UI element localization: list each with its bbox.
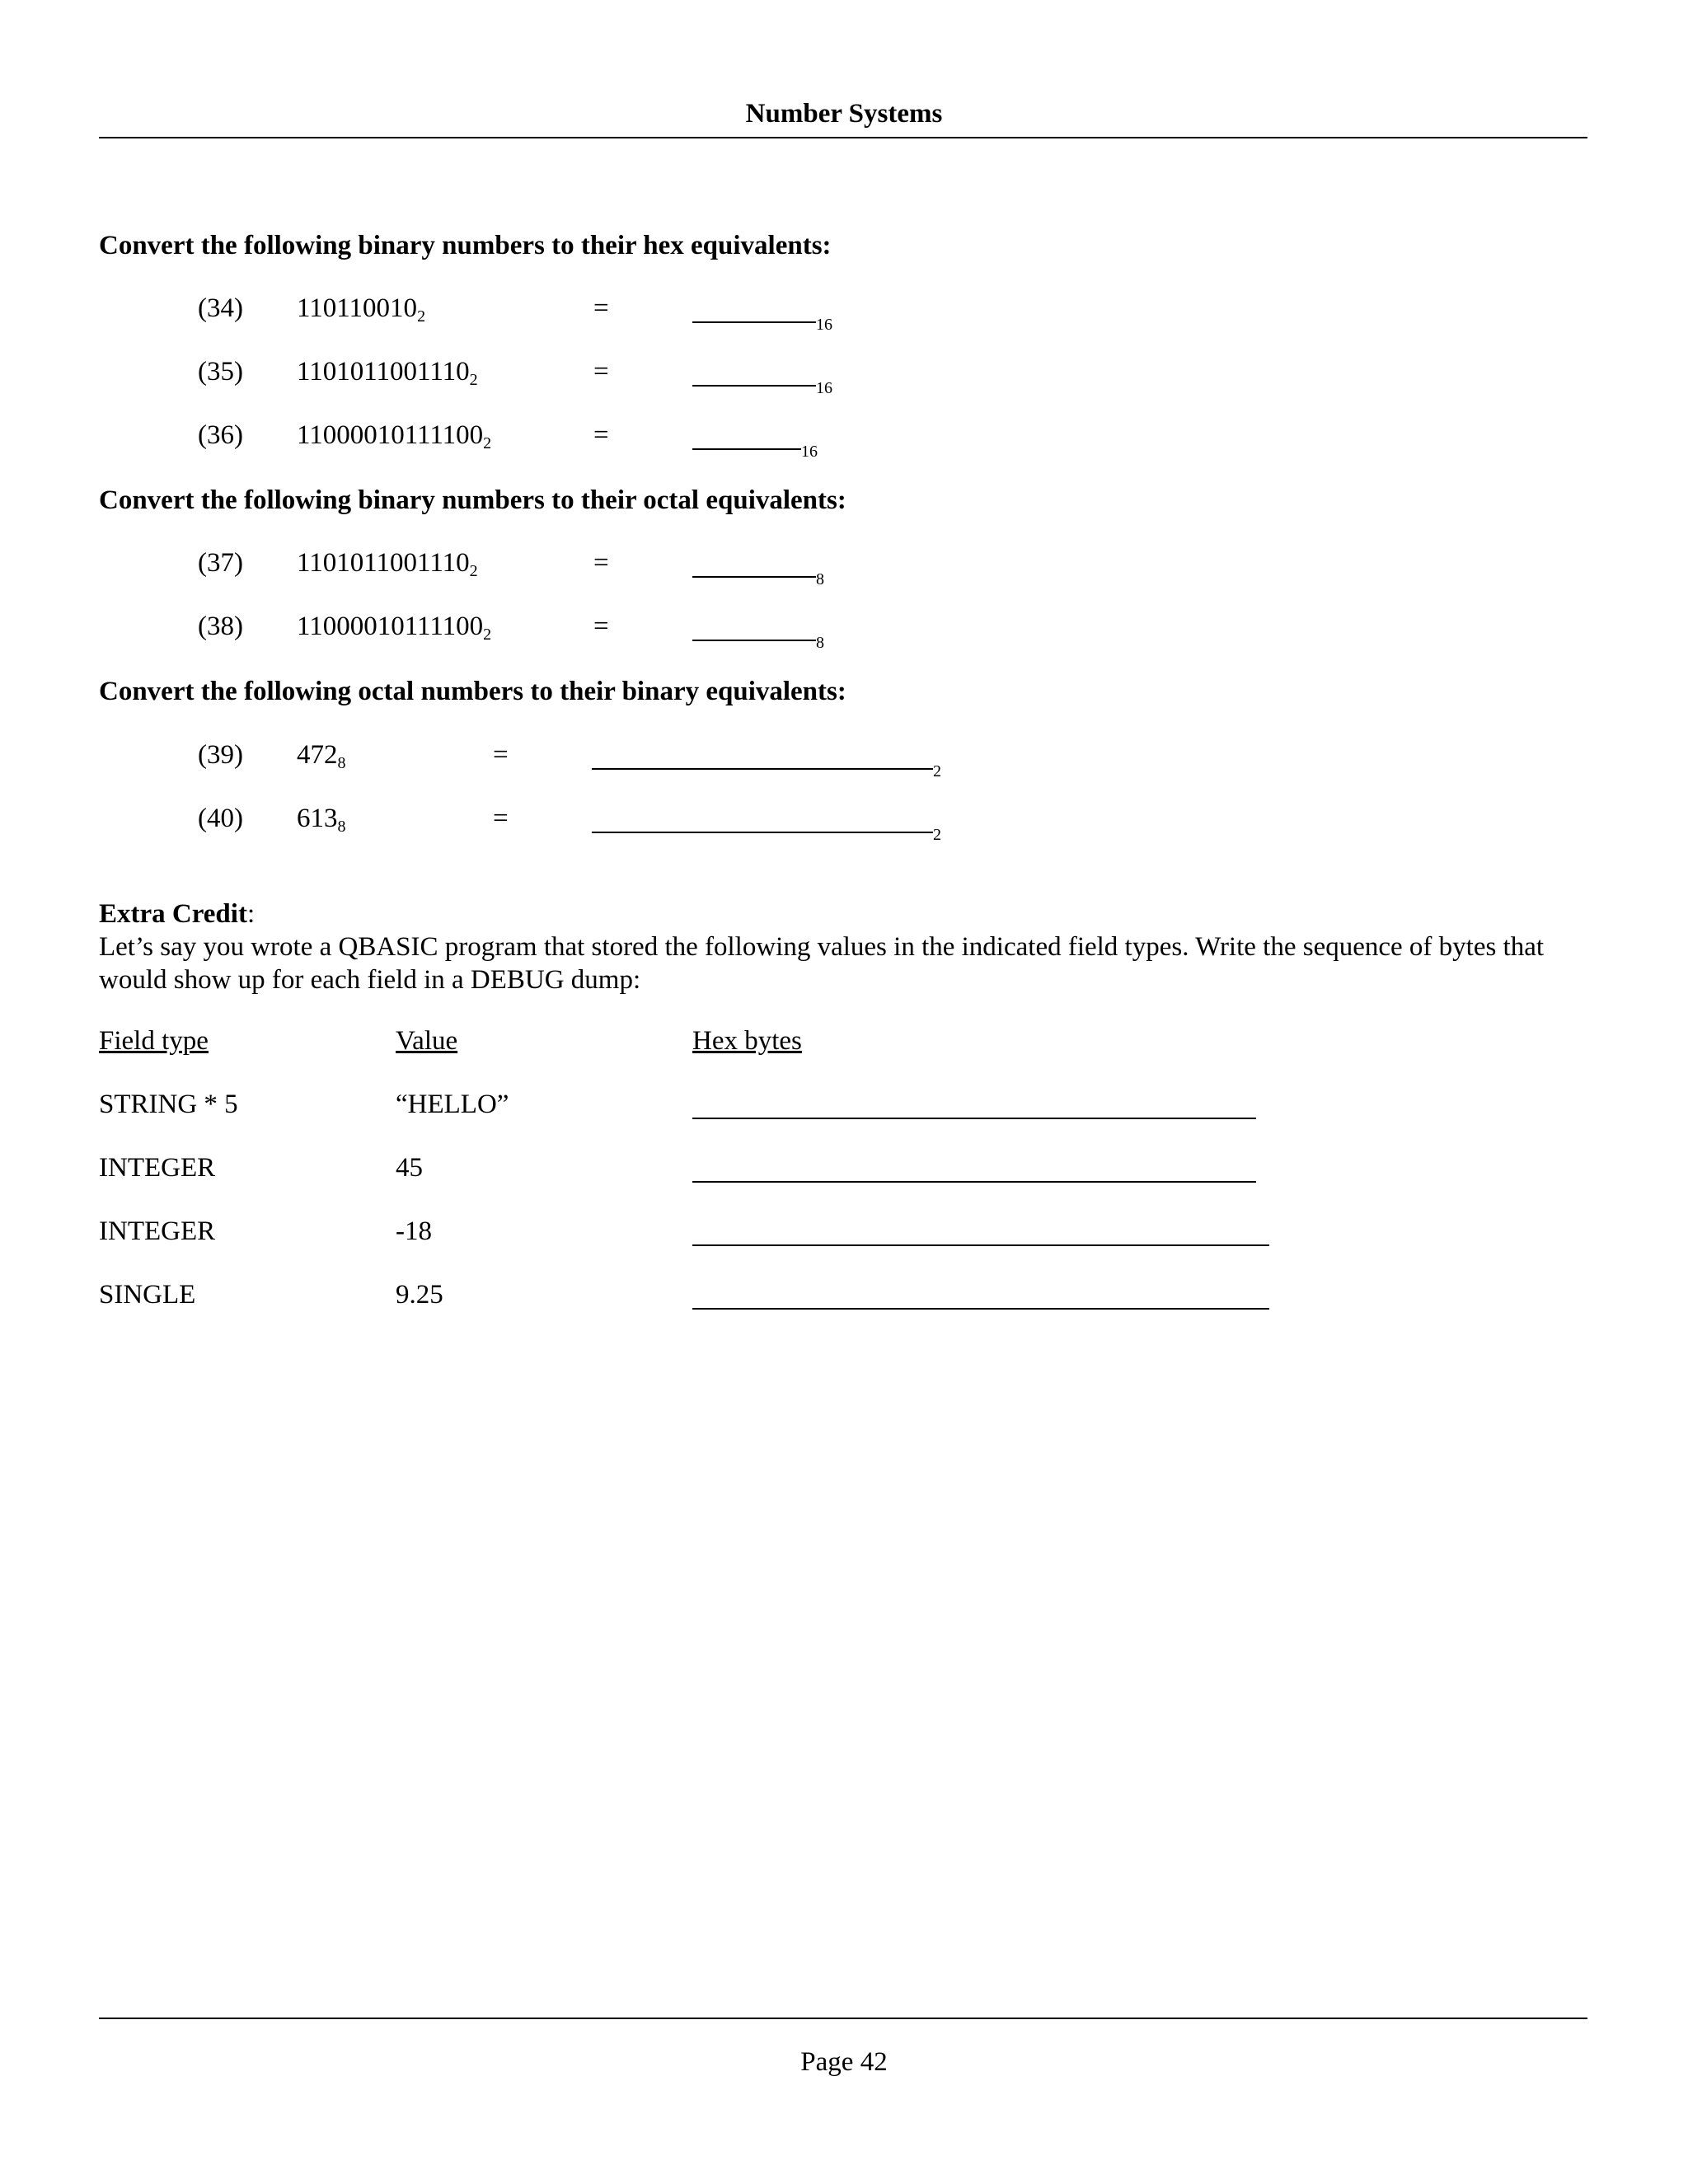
field-type: INTEGER xyxy=(99,1153,216,1183)
field-type: SINGLE xyxy=(99,1280,196,1310)
section-title-bin-to-hex: Convert the following binary numbers to their hex equivalents: xyxy=(99,231,832,260)
answer-blank[interactable]: 16 xyxy=(692,357,832,394)
equals-sign: = xyxy=(593,357,609,387)
extra-credit-intro: Let’s say you wrote a QBASIC program that stored the following values in the indicated field types. Write the sequence of bytes that would show up for each field in a DEBUG dump: xyxy=(99,932,1545,995)
equals-sign: = xyxy=(493,804,509,833)
page-number: Page 42 xyxy=(800,2047,888,2077)
answer-blank[interactable]: 8 xyxy=(692,548,824,585)
problem-number: (35) xyxy=(198,357,243,387)
problem-value: $110110010_2$ xyxy=(297,293,426,326)
extra-credit-label: Extra Credit: xyxy=(99,899,256,929)
problem-value: $11000010111100_2$ xyxy=(297,612,492,644)
problem-number: (40) xyxy=(198,804,243,833)
equals-sign: = xyxy=(593,548,609,578)
equals-sign: = xyxy=(493,740,509,770)
header-rule xyxy=(99,137,1587,138)
hex-bytes-blank[interactable] xyxy=(692,1090,1256,1119)
problem-number: (36) xyxy=(198,420,243,450)
field-value: 45 xyxy=(396,1153,423,1183)
field-type: STRING * 5 xyxy=(99,1090,238,1119)
answer-blank[interactable]: 2 xyxy=(592,804,941,841)
problem-number: (38) xyxy=(198,612,243,641)
field-value: -18 xyxy=(396,1216,432,1246)
answer-blank[interactable]: 16 xyxy=(692,293,832,330)
problem-value: $613_8$ xyxy=(297,804,346,836)
problem-value: $11000010111100_2$ xyxy=(297,420,492,452)
column-header-value: Value xyxy=(396,1026,458,1056)
answer-blank[interactable]: 8 xyxy=(692,612,824,649)
problem-number: (39) xyxy=(198,740,243,770)
section-title-oct-to-bin: Convert the following octal numbers to their binary equivalents: xyxy=(99,677,846,706)
page-title: Number Systems xyxy=(745,99,943,129)
equals-sign: = xyxy=(593,612,609,641)
hex-bytes-blank[interactable] xyxy=(692,1280,1269,1310)
problem-value: $1101011001110_2$ xyxy=(297,548,478,580)
equals-sign: = xyxy=(593,420,609,450)
equals-sign: = xyxy=(593,293,609,323)
section-title-bin-to-oct: Convert the following binary numbers to their octal equivalents: xyxy=(99,485,846,515)
problem-value: $1101011001110_2$ xyxy=(297,357,478,389)
answer-blank[interactable]: 16 xyxy=(692,420,818,457)
problem-value: $472_8$ xyxy=(297,740,346,772)
problem-number: (34) xyxy=(198,293,243,323)
footer-rule xyxy=(99,2018,1587,2019)
hex-bytes-blank[interactable] xyxy=(692,1153,1256,1183)
field-value: 9.25 xyxy=(396,1280,443,1310)
answer-blank[interactable]: 2 xyxy=(592,740,941,777)
hex-bytes-blank[interactable] xyxy=(692,1216,1269,1246)
field-type: INTEGER xyxy=(99,1216,216,1246)
column-header-field-type: Field type xyxy=(99,1026,209,1056)
field-value: “HELLO” xyxy=(396,1090,509,1119)
column-header-hex-bytes: Hex bytes xyxy=(692,1026,802,1056)
problem-number: (37) xyxy=(198,548,243,578)
